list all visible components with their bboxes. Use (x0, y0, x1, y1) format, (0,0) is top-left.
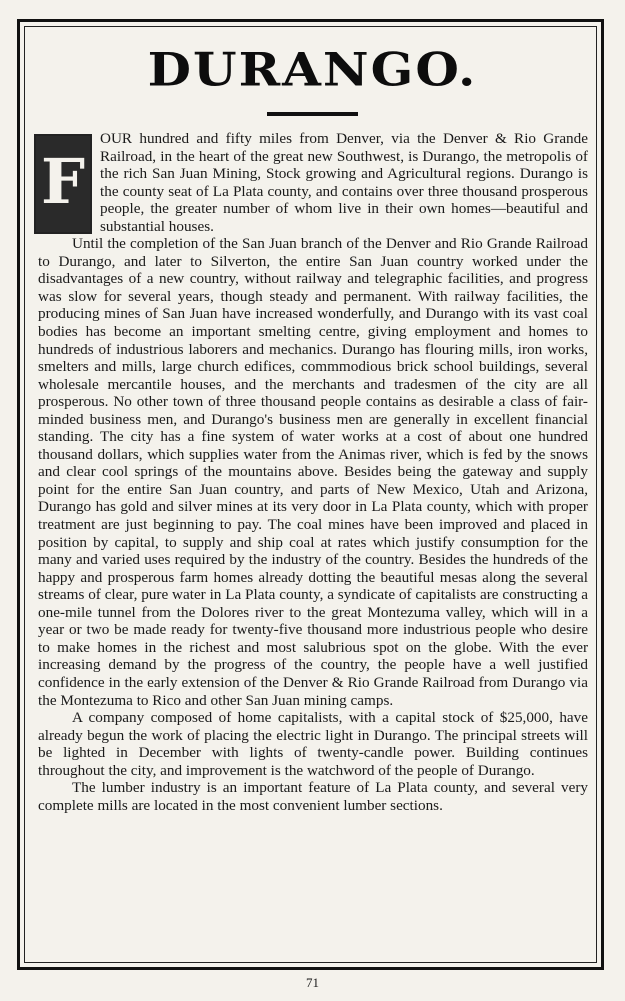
paragraph-intro-text: OUR hundred and fifty miles from Denver, via the Denver & Rio Grande Railroad, in the heart of the great new Southwest, is Durango, the metropolis of the rich San Juan Mining, Stock growing and Agricultural regions. Durango is the county seat of La Plata county, and contains over three thousand prosperous people, the greater number of whom live in their own homes—beautiful and substantial houses. (100, 130, 588, 235)
ornamental-dropcap: F (34, 134, 92, 234)
paragraph-electric-light: A company composed of home capitalists, with a capital stock of $25,000, have already begun the work of placing the electric light in Durango. The principal streets will be lighted in December with lights of twenty-candle power. Building continues throughout the city, and improvement is the watchword of the people of Durango. (38, 709, 588, 779)
page-number: 71 (306, 975, 319, 990)
page-title: DURANGO. (147, 42, 478, 97)
paragraph-railroad: Until the completion of the San Juan branch of the Denver and Rio Grande Railroad to Durango, and later to Silverton, the entire San Juan country worked under the disadvantages of a new country, without railway and telegraphic facilities, and progress was slow for several years, though steady and permanent. With railway facilities, the producing mines of San Juan have increased wonderfully, and Durango with its vast coal bodies has become an important smelting centre, giving employment and homes to hundreds of industrious laborers and mechanics. Durango has flouring mills, iron works, smelters and mills, large church edifices, commmodious brick school buildings, several wholesale mercantile houses, and the merchants and tradesmen of the city are all prosperous. No other town of three thousand people contains as desirable a class of fair-minded business men, and Durango's business men are generally in excellent financial standing. The city has a fine system of water works at a cost of about one hundred thousand dollars, which supplies water from the Animas river, which is fed by the snows and clear cool springs of the mountains above. Besides being the gateway and supply point for the entire San Juan country, and parts of New Mexico, Utah and Arizona, Durango has gold and silver mines at its very door in La Plata county, which with proper treatment are just beginning to pay. The coal mines have been improved and placed in position by capital, to supply and ship coal at rates which justify consumption for the many and varied uses required by the industry of the country. Besides the hundreds of the happy and prosperous farm homes already dotting the beautiful mesas along the several streams of clear, pure water in La Plata county, a syndicate of capitalists are constructing a one-mile tunnel from the Dolores river to the great Montezuma valley, which will in a year or two be made ready for twenty-five thousand more industrious people who desire to make homes in the richest and most salubrious spot on the globe. With the ever increasing demand by the progress of the country, the people have a well justified confidence in the early extension of the Denver & Rio Grande Railroad from Durango via the Montezuma to Rico and other San Juan mining camps. (38, 235, 588, 709)
title-underline-rule (267, 112, 358, 116)
paragraph-intro (38, 130, 588, 235)
paragraph-lumber: The lumber industry is an important feature of La Plata county, and several very complete mills are located in the most convenient lumber sections. (38, 779, 588, 814)
article-body (38, 130, 588, 814)
